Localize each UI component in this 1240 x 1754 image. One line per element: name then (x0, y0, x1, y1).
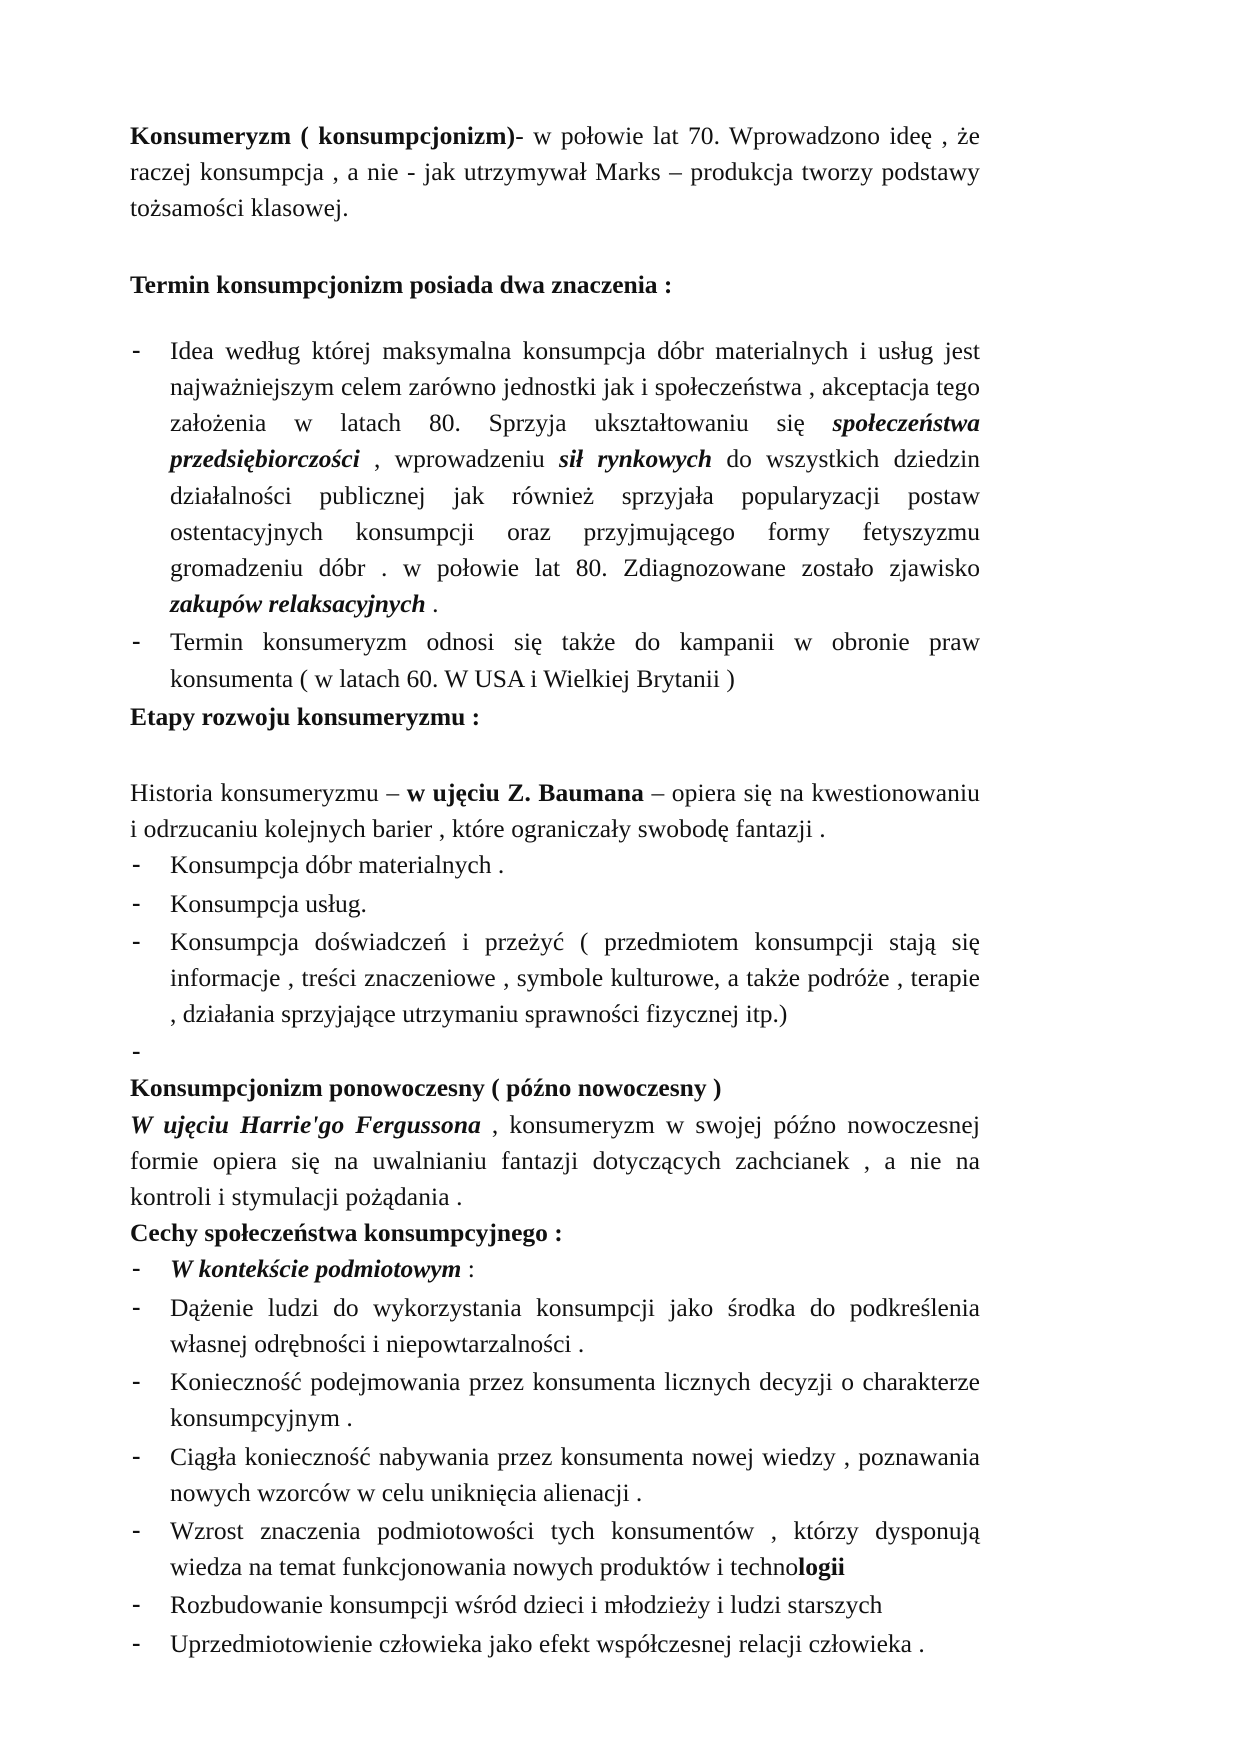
heading-postmodern: Konsumpcjonizm ponowoczesny ( późno nowoczesny ) (130, 1073, 722, 1103)
features-item-1: Konieczność podejmowania przez konsumenta licznych decyzji o charakterze konsumpcyjnym . (170, 1367, 980, 1433)
list-item (130, 1290, 980, 1362)
bauman-part2: – opiera się na kwestionowaniu i odrzucaniu kolejnych barier , które ograniczały swobodę fantazji . (130, 778, 981, 844)
meaning-1-emph-1: społeczeństwa przedsiębiorczości (170, 408, 980, 474)
bullet-dash-icon: - (132, 1291, 141, 1321)
features-item-0: Dążenie ludzi do wykorzystania konsumpcji jako środka do podkreślenia własnej odrębności i niepowtarzalności . (170, 1292, 980, 1358)
intro-bold-lead: Konsumeryzm ( konsumpcjonizm) (130, 121, 516, 150)
bauman-bold: w ujęciu Z. Baumana (406, 778, 644, 808)
features-first-item (170, 1254, 475, 1283)
list-item (130, 886, 980, 922)
bauman-list-item-0: Konsumpcja dóbr materialnych . (170, 850, 505, 880)
bauman-list-item-2: Konsumpcja doświadczeń i przeżyć ( przedmiotem konsumpcji stają się informacje , treści znaczeniowe , symbole kulturowe, a także podróże , terapie , działania sprzyjające utrzymaniu sprawności fizycznej itp.) (170, 926, 980, 1029)
bauman-list (130, 847, 980, 1068)
bullet-dash-icon: - (132, 626, 141, 656)
meaning-1-part4: . (425, 589, 439, 619)
bullet-dash-icon: - (132, 1253, 141, 1283)
bullet-dash-icon: - (132, 1440, 141, 1470)
list-item (130, 1364, 980, 1436)
ferguson-emph: W ujęciu Harrie'go Fergussona (130, 1109, 481, 1139)
list-item (130, 1439, 980, 1511)
meanings-list (130, 333, 980, 697)
document-body (130, 118, 980, 1662)
heading-two-meanings: Termin konsumpcjonizm posiada dwa znaczenia : (130, 269, 673, 299)
meaning-1-emph-2: sił rynkowych (559, 444, 713, 474)
list-item (130, 1587, 980, 1623)
meaning-1-part1: Idea według której maksymalna konsumpcja dóbr materialnych i usług jest najważniejszym celem zarówno jednostki jak i społeczeństwa , akceptacja tego założenia w latach 80. Sprzyja ukształtowaniu się (170, 335, 980, 438)
intro-paragraph (130, 118, 980, 227)
bullet-dash-icon: - (132, 1514, 141, 1544)
spacer (130, 303, 980, 333)
ferguson-paragraph (130, 1107, 980, 1216)
bullet-dash-icon: - (132, 1627, 141, 1657)
ferguson-rest: , konsumeryzm w swojej późno nowoczesnej formie opiera się na uwalnianiu fantazji dotyczących zachcianek , a nie na kontroli i stymulacji pożądania . (130, 1109, 981, 1212)
list-item (130, 624, 980, 696)
list-item (130, 1251, 980, 1287)
bullet-dash-icon: - (132, 1366, 141, 1396)
bullet-dash-icon: - (132, 849, 141, 879)
meaning-1-part2: , wprowadzeniu (359, 444, 560, 474)
list-item (130, 333, 980, 623)
heading-stages: Etapy rozwoju konsumeryzmu : (130, 701, 481, 731)
meaning-1-part3: do wszystkich dziedzin działalności publicznej jak również sprzyjała popularyzacji postaw ostentacyjnych konsumpcji oraz przyjmującego formy fetyszyzmu gromadzeniu dóbr . w połowie lat 80. Zdiagnozowane zostało zjawisko (170, 444, 980, 583)
bauman-part1: Historia konsumeryzmu – (130, 778, 407, 808)
features-item-2: Ciągła konieczność nabywania przez konsumenta nowej wiedzy , poznawania nowych wzorców w celu uniknięcia alienacji . (170, 1441, 980, 1507)
bullet-dash-icon: - (132, 334, 141, 364)
features-first-emph: W kontekście podmiotowym (170, 1254, 462, 1284)
features-tail-item-1: Uprzedmiotowienie człowieka jako efekt współczesnej relacji człowieka . (170, 1628, 925, 1658)
meaning-item-2: Termin konsumeryzm odnosi się także do kampanii w obronie praw konsumenta ( w latach 60. W USA i Wielkiej Brytanii ) (170, 627, 980, 693)
bullet-dash-icon: - (132, 887, 141, 917)
bauman-paragraph (130, 775, 980, 847)
list-item (130, 924, 980, 1033)
spacer (130, 227, 980, 267)
list-item (130, 1626, 980, 1662)
list-item (130, 847, 980, 883)
meaning-item-1 (170, 336, 980, 618)
bauman-list-item-1: Konsumpcja usług. (170, 888, 367, 918)
features-tech-part1: Wzrost znaczenia podmiotowości tych konsumentów , którzy dysponują wiedza na temat funkcjonowania nowych produktów i techno (170, 1515, 980, 1582)
features-first-rest: : (461, 1254, 475, 1284)
heading-features: Cechy społeczeństwa konsumpcyjnego : (130, 1218, 563, 1248)
meaning-1-emph-3: zakupów relaksacyjnych (170, 589, 426, 619)
list-item (130, 1513, 980, 1585)
features-item-technology (170, 1516, 980, 1581)
features-tail-item-0: Rozbudowanie konsumpcji wśród dzieci i młodzieży i ludzi starszych (170, 1590, 883, 1620)
features-tech-bold-tail: logii (798, 1552, 845, 1582)
bullet-dash-icon: - (132, 1036, 141, 1066)
bullet-dash-icon: - (132, 925, 141, 955)
bullet-dash-icon: - (132, 1589, 141, 1619)
list-item-empty (130, 1034, 980, 1068)
intro-rest: - w połowie lat 70. Wprowadzono ideę , że raczej konsumpcja , a nie - jak utrzymywał Marks – produkcja tworzy podstawy tożsamości klasowej. (130, 121, 980, 223)
spacer (130, 735, 980, 775)
features-list (130, 1251, 980, 1661)
